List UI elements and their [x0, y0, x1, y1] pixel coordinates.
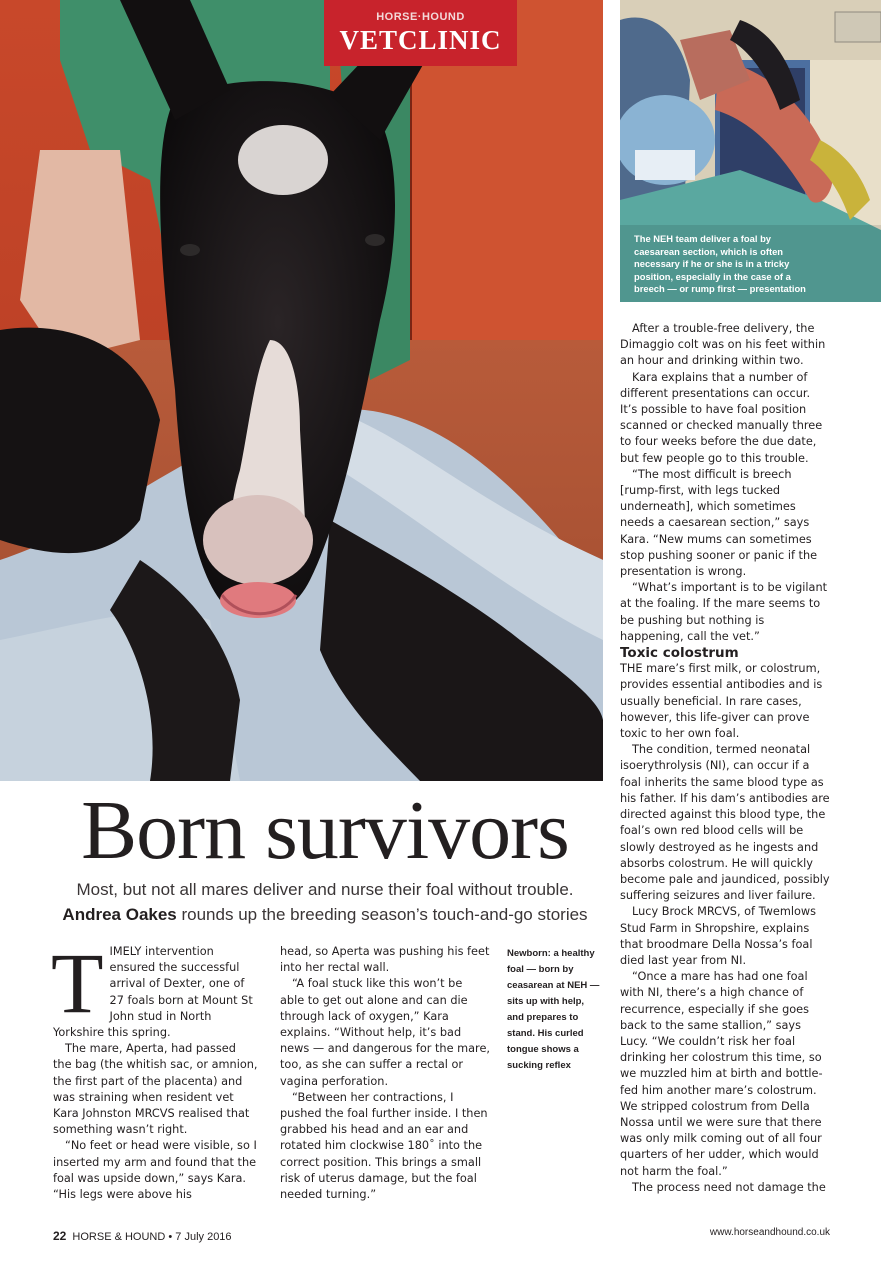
body-paragraph: Lucy Brock MRCVS, of Twemlows Stud Farm in Shropshire, explains that broodmare Della Nossa’s foal died last year from NI. — [620, 905, 817, 967]
foal-photo-caption: Newborn: a healthy foal — born by ceasarean at NEH — sits up with help, and prepares to stand. His curled tongue shows a sucking reflex — [507, 948, 600, 1071]
vetclinic-badge — [324, 0, 517, 66]
body-paragraph: “No feet or head were visible, so I inserted my arm and found that the foal was upside down,” says Kara. “His legs were above his — [53, 1139, 257, 1202]
body-paragraph: The condition, termed neonatal isoerythrolysis (NI), can occur if a foal inherits the same blood type as his father. If his dam’s antibodies are directed against this blood type, the foal’s own red blood cells will be slowly destroyed as he ingests and absorbs colostrum. He will quickly become pale and jaundiced, possibly suffering seizures and liver failure. — [620, 743, 830, 903]
drop-cap: T — [51, 935, 104, 1031]
body-paragraph: THE mare’s first milk, or colostrum, provides essential antibodies and is usually beneficial. In rare cases, however, this life-giver can prove toxic to her own foal. — [620, 662, 823, 741]
standfirst-rest: rounds up the breeding season’s touch-and-go stories — [176, 905, 588, 924]
subheading-toxic-colostrum: Toxic colostrum — [620, 645, 739, 662]
body-paragraph: “Between her contractions, I pushed the foal further inside. I then grabbed his head and an ear and rotated him clockwise 180˚ into the correct position. This brings a small risk of uterus damage, but the foal needed turning.” — [280, 1090, 488, 1202]
body-paragraph: head, so Aperta was pushing his feet into her rectal wall. — [280, 945, 490, 975]
body-paragraph: The process need not damage the — [632, 1180, 826, 1194]
foal-photo — [0, 0, 603, 781]
standfirst-line-2 — [0, 905, 650, 925]
body-paragraph: “A foal stuck like this won’t be able to get out alone and can die through lack of oxygen,” Kara explains. “Without help, it’s bad news — and dangerous for the mare, too, as she can suffer a rectal or vagina perforation. — [280, 977, 490, 1088]
body-paragraph: After a trouble-free delivery, the Dimaggio colt was on his feet within an hour and drinking within two. — [620, 322, 826, 368]
body-paragraph: “Once a mare has had one foal with NI, there’s a high chance of recurrence, especially if she goes back to the same stallion,” says Lucy. “We couldn’t risk her foal drinking her colostrum this time, so we muzzled him at birth and bottle-fed him another mare’s colostrum. We stripped colostrum from Della Nossa until we were sure that there was only milk coming out of all four quarters of her udder, which would not harm the foal.” — [620, 970, 823, 1178]
website-url: www.horseandhound.co.uk — [709, 1227, 830, 1238]
section-label: VETCLINIC — [339, 25, 502, 55]
article-headline: Born survivors — [81, 784, 569, 877]
page-footer-left — [53, 1229, 232, 1243]
author-name: Andrea Oakes — [62, 905, 177, 924]
brand-label: HORSE·HOUND — [376, 11, 465, 23]
body-column-3 — [620, 321, 830, 1196]
body-column-2 — [280, 944, 490, 1203]
surgery-photo-caption: The NEH team deliver a foal by caesarean section, which is often necessary if he or she is in a tricky position, especially in the case of a breech — or rump first — presentation — [634, 233, 806, 295]
page-number: 22 — [53, 1229, 67, 1243]
standfirst-line-1: Most, but not all mares deliver and nurse their foal without trouble. — [76, 880, 574, 899]
publication-date: HORSE & HOUND • 7 July 2016 — [72, 1231, 232, 1243]
body-paragraph: “The most difficult is breech [rump-first, with legs tucked underneath], which sometimes needs a caesarean section,” says Kara. “New mums can sometimes stop pushing sooner or panic if the presentation is wrong. — [620, 467, 818, 579]
body-paragraph: Kara explains that a number of different presentations can occur. It’s possible to have foal position scanned or checked manually three to four weeks before the due date, but few people go to this trouble. — [620, 370, 823, 465]
body-paragraph: IMELY intervention ensured the successful arrival of Dexter, one of 27 foals born at Mount St John stud in North Yorkshire this spring. — [53, 945, 253, 1040]
body-paragraph: The mare, Aperta, had passed the bag (the whitish sac, or amnion, the first part of the placenta) and was straining when resident vet Kara Johnston MRCVS realised that something wasn’t right. — [53, 1042, 258, 1137]
body-column-1 — [51, 935, 258, 1203]
body-paragraph: “What’s important is to be vigilant at the foaling. If the mare seems to be pushing but nothing is happening, call the vet.” — [620, 581, 828, 643]
